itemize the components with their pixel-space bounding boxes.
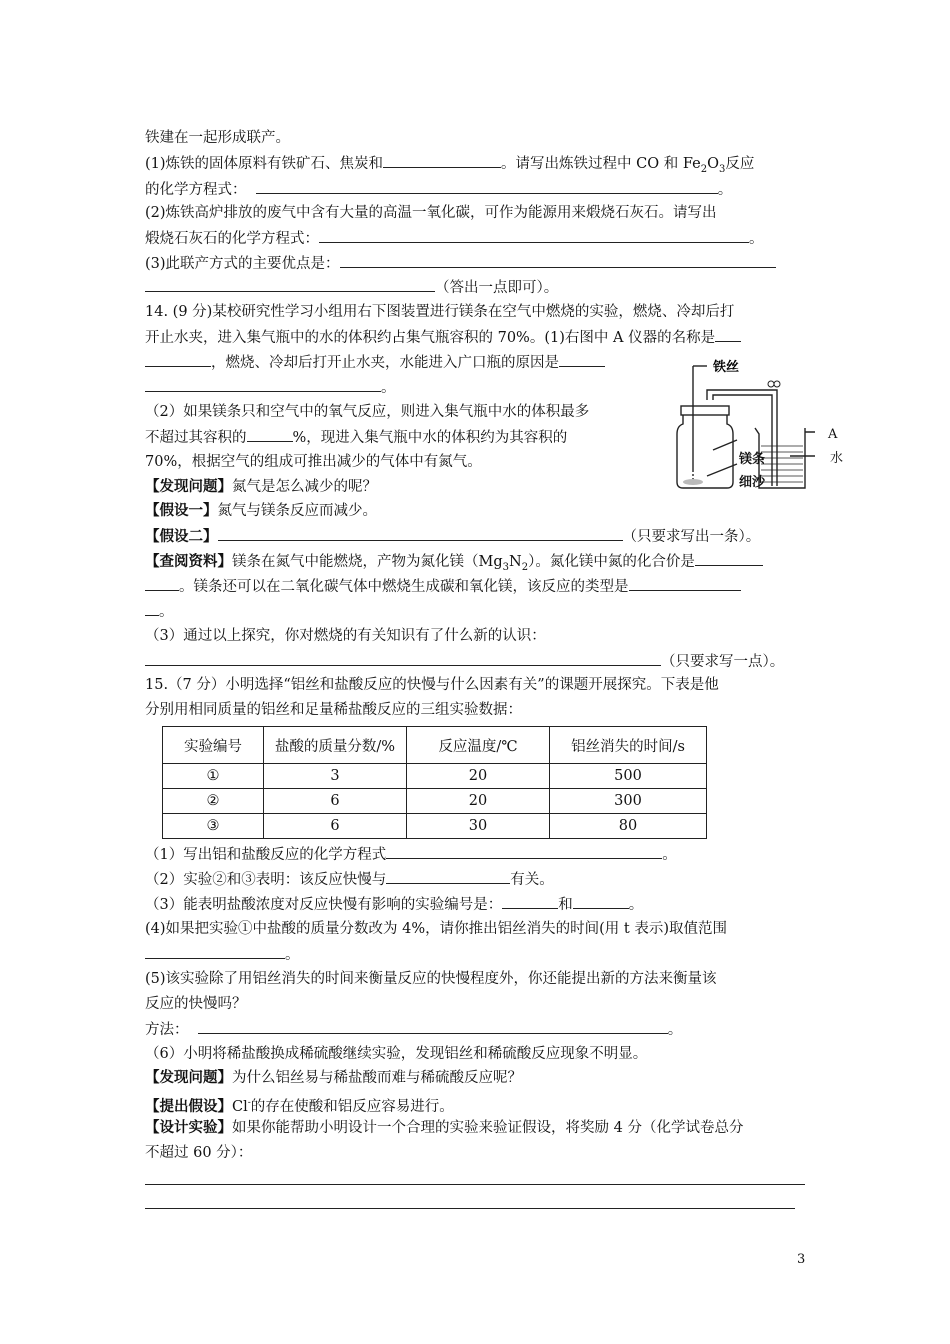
- q15-discover: 【发现问题】为什么铝丝易与稀盐酸而难与稀硫酸反应呢？: [145, 1069, 522, 1086]
- q15-line-1: 15.（7 分）小明选择“铝丝和盐酸反应的快慢与什么因素有关”的课题开展探究。下表是他: [145, 677, 719, 693]
- table-cell: ③: [163, 814, 264, 839]
- blank[interactable]: [145, 378, 381, 392]
- data-table: [162, 726, 707, 839]
- table-cell: 30: [407, 814, 550, 839]
- table-header: 实验编号: [163, 727, 264, 764]
- page-number: 3: [797, 1252, 806, 1267]
- q15-question-5b: 反应的快慢吗？: [145, 996, 247, 1012]
- blank[interactable]: [695, 552, 763, 566]
- blank[interactable]: [145, 602, 159, 616]
- q15-question-5: (5)该实验除了用铝丝消失的时间来衡量反应的快慢程度外，你还能提出新的方法来衡量该: [145, 971, 717, 987]
- blank[interactable]: [247, 428, 293, 442]
- blank[interactable]: [145, 945, 285, 959]
- q14-line-4: 。: [145, 378, 396, 397]
- q14-line-6: 不超过其容积的 %，现进入集气瓶中水的体积约为其容积的: [145, 430, 568, 446]
- table-cell: 20: [407, 789, 550, 814]
- q13-line-0: 铁建在一起形成联产。: [145, 130, 290, 146]
- label-sand: 细沙: [739, 475, 766, 490]
- table-cell: 3: [264, 764, 407, 789]
- blank[interactable]: [145, 577, 179, 591]
- blank[interactable]: [502, 895, 558, 909]
- blank[interactable]: [629, 577, 741, 591]
- blank[interactable]: [715, 328, 741, 342]
- table-cell: 6: [264, 789, 407, 814]
- label-water: 水: [830, 451, 844, 466]
- label-a: A: [828, 427, 838, 442]
- table-header-row: [163, 727, 707, 764]
- apparatus-figure: [655, 352, 815, 492]
- q13-line-1: (1)炼铁的固体原料有铁矿石、焦炭和 。请写出炼铁过程中 CO 和 $Fe_2O_3$反应: [145, 156, 755, 175]
- q15-question-1: （1）写出铝和盐酸反应的化学方程式 。: [145, 847, 677, 863]
- blank[interactable]: [145, 278, 435, 292]
- blank[interactable]: [559, 353, 605, 367]
- q15-method: 方法： 。: [145, 1022, 683, 1038]
- q14-line-2: 开止水夹，进入集气瓶中的水的体积约占集气瓶容积的 70%。(1)右图中 A 仪器的名称是: [145, 328, 741, 347]
- label-mg: 镁条: [739, 452, 766, 467]
- q14-line-3: ，燃烧、冷却后打开止水夹，水能进入广口瓶的原因是: [145, 353, 605, 372]
- table-cell: ②: [163, 789, 264, 814]
- blank[interactable]: [319, 229, 749, 243]
- q13-line-5: (3)此联产方式的主要优点是：: [145, 254, 776, 273]
- q15-question-4: (4)如果把实验①中盐酸的质量分数改为 4%，请你推出铝丝消失的时间(用 t 表示)取值范围: [145, 921, 728, 937]
- table-row: [163, 789, 707, 814]
- answer-line[interactable]: [145, 1184, 805, 1185]
- q13-line-2: 的化学方程式： 。: [145, 182, 733, 198]
- table-cell: 20: [407, 764, 550, 789]
- q15-question-4-answer: 。: [145, 945, 300, 964]
- q13-line-3: (2)炼铁高炉排放的废气中含有大量的高温一氧化碳，可作为能源用来煅烧石灰石。请写出: [145, 205, 717, 221]
- label-wire: 铁丝: [713, 360, 740, 375]
- blank[interactable]: [145, 652, 661, 666]
- table-cell: 80: [550, 814, 707, 839]
- q15-question-6: （6）小明将稀盐酸换成稀硫酸继续实验，发现铝丝和稀硫酸反应现象不明显。: [145, 1046, 648, 1062]
- table-header: 铝丝消失的时间/s: [550, 727, 707, 764]
- q14-question-3: （3）通过以上探究，你对燃烧的有关知识有了什么新的认识：: [145, 628, 546, 644]
- q14-discover: 【发现问题】氮气是怎么减少的呢？: [145, 478, 377, 495]
- q13-line-6: （答出一点即可）。: [145, 278, 558, 297]
- q14-reference: 【查阅资料】镁条在氮气中能燃烧，产物为氮化镁$(Mg_3N_2)$。氮化镁中氮的化合价是: [145, 552, 763, 577]
- method-blank[interactable]: [198, 1020, 668, 1034]
- blank[interactable]: [386, 845, 662, 859]
- q14-reference-3: 。: [145, 602, 174, 621]
- q14-line-5: （2）如果镁条只和空气中的氧气反应，则进入集气瓶中水的体积最多: [145, 404, 590, 420]
- blank[interactable]: [383, 154, 501, 168]
- table-cell: ①: [163, 764, 264, 789]
- q14-question-3-answer: （只要求写一点）。: [145, 652, 784, 671]
- q15-question-2: （2）实验②和③表明：该反应快慢与 有关。: [145, 872, 554, 888]
- q15-design: 【设计实验】如果你能帮助小明设计一个合理的实验来验证假设，将奖励 4 分（化学试卷总分: [145, 1119, 744, 1136]
- q14-hypothesis-1: 【假设一】氮气与镁条反应而减少。: [145, 502, 377, 519]
- blank[interactable]: [256, 180, 718, 194]
- answer-line[interactable]: [145, 1208, 795, 1209]
- q15-line-2: 分别用相同质量的铝丝和足量稀盐酸反应的三组实验数据：: [145, 702, 522, 718]
- blank[interactable]: [340, 254, 776, 268]
- table-row: [163, 764, 707, 789]
- blank[interactable]: [386, 870, 510, 884]
- q14-line-1: 14. (9 分)某校研究性学习小组用右下图装置进行镁条在空气中燃烧的实验，燃烧、冷却后打: [145, 304, 735, 320]
- blank[interactable]: [218, 527, 623, 541]
- q14-hypothesis-2: 【假设二】 （只要求写出一条）。: [145, 528, 761, 545]
- q13-line-4: 煅烧石灰石的化学方程式： 。: [145, 231, 764, 247]
- q15-hypothesis: 【提出假设】Cl-的存在使酸和铝反应容易进行。: [145, 1097, 454, 1115]
- table-cell: 300: [550, 789, 707, 814]
- q15-question-3: （3）能表明盐酸浓度对反应快慢有影响的实验编号是： 和 。: [145, 897, 644, 913]
- table-header: 反应温度/℃: [407, 727, 550, 764]
- q15-design-2: 不超过 60 分）：: [145, 1145, 253, 1161]
- blank[interactable]: [145, 353, 211, 367]
- q14-reference-2: 。镁条还可以在二氧化碳气体中燃烧生成碳和氧化镁，该反应的类型是: [145, 577, 741, 596]
- table-header: 盐酸的质量分数/%: [264, 727, 407, 764]
- table-cell: 6: [264, 814, 407, 839]
- q14-line-7: 70%，根据空气的组成可推出减少的气体中有氮气。: [145, 454, 482, 470]
- table-cell: 500: [550, 764, 707, 789]
- blank[interactable]: [573, 895, 629, 909]
- table-row: [163, 814, 707, 839]
